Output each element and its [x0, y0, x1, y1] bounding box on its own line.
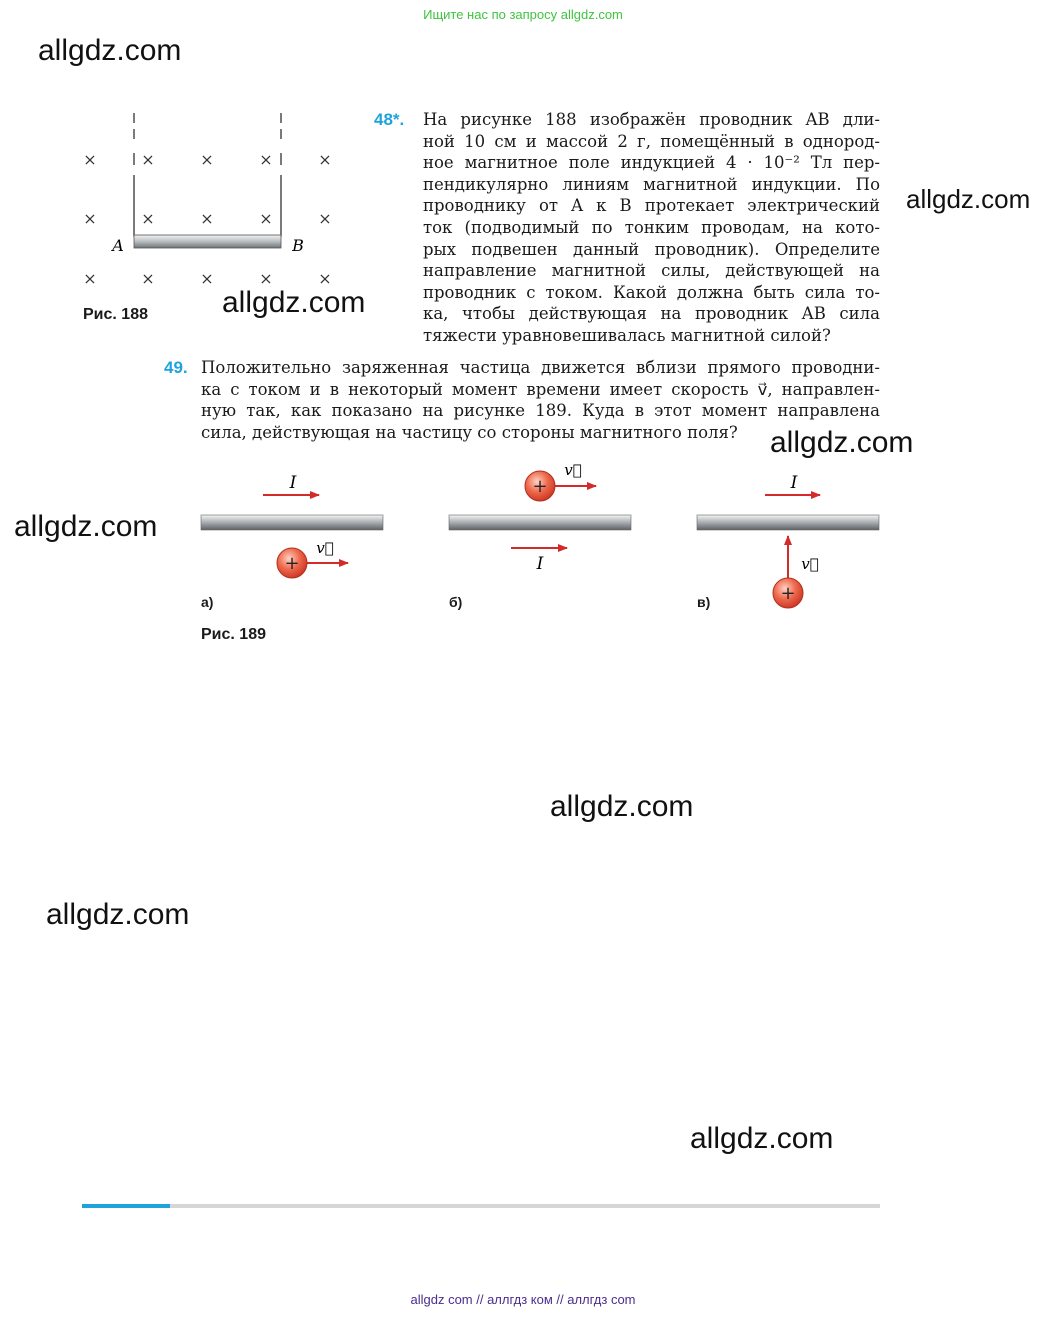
watermark: allgdz.com [550, 790, 694, 823]
charge-sign: + [284, 553, 300, 574]
watermark: allgdz.com [38, 34, 182, 67]
figure-188-diagram [75, 105, 345, 300]
problem-49-number: 49. [164, 358, 188, 377]
text-line: рых подвешен данный проводник). Определите [423, 239, 880, 259]
sub-label-a: а) [201, 594, 214, 610]
figure-189-c [697, 473, 879, 608]
watermark: allgdz.com [770, 426, 914, 459]
reading-progress-bar [82, 1204, 880, 1208]
watermark: allgdz.com [222, 286, 366, 319]
current-label: I [790, 473, 798, 493]
watermark: allgdz.com [14, 510, 158, 543]
text-line: Положительно заряженная частица движется вблизи прямого проводни- [201, 358, 880, 377]
wire [697, 515, 879, 530]
text-line: ка с током и в некоторый момент времени имеет скорость v⃗, направлен- [201, 379, 880, 399]
field-cross-mark: × [141, 269, 155, 288]
field-cross-mark: × [259, 150, 273, 169]
text-line: проводник с током. Какой должна быть сила то- [423, 282, 880, 302]
velocity-label: v⃗ [564, 461, 582, 479]
text-line: ной 10 см и массой 2 г, помещённый в однород- [423, 131, 880, 151]
wire [449, 515, 631, 530]
watermark: allgdz.com [46, 898, 190, 931]
figure-189-b [449, 461, 631, 574]
figure-189-caption: Рис. 189 [201, 626, 266, 643]
figure-189-a [201, 473, 383, 578]
field-cross-mark: × [259, 209, 273, 228]
text-line: На рисунке 188 изображён проводник AB дли- [423, 110, 880, 129]
top-banner[interactable]: Ищите нас по запросу allgdz.com [423, 7, 623, 22]
text-line: ное магнитное поле индукцией 4 · 10⁻² Тл пер- [423, 153, 880, 173]
text-line: направление магнитной силы, действующей на [423, 261, 880, 281]
watermark: allgdz.com [690, 1122, 834, 1155]
velocity-label: v⃗ [801, 555, 819, 573]
watermark: allgdz.com [906, 184, 1031, 214]
field-cross-mark: × [200, 150, 214, 169]
field-cross-mark: × [83, 150, 97, 169]
problem-48-text [423, 109, 880, 347]
field-cross-mark: × [83, 269, 97, 288]
charge-sign: + [532, 476, 548, 497]
conductor-ab [134, 235, 281, 248]
text-line: сила, действующая на частицу со стороны магнитного поля? [201, 422, 738, 442]
velocity-label: v⃗ [316, 539, 334, 557]
wire [201, 515, 383, 530]
field-cross-mark: × [141, 150, 155, 169]
text-line: ка, чтобы действующая на проводник AB сила [423, 304, 880, 324]
sub-label-b: б) [449, 594, 463, 610]
field-cross-mark: × [200, 209, 214, 228]
problem-48-number: 48*. [374, 110, 405, 129]
label-b: B [292, 236, 304, 255]
text-line: ток (подводимый по тонким проводам, на кото- [423, 217, 880, 237]
field-cross-mark: × [200, 269, 214, 288]
footer-links[interactable]: allgdz com // аллгдз ком // аллгдз com [410, 1292, 636, 1307]
sub-label-c: в) [697, 594, 711, 610]
figure-189-diagram [195, 455, 895, 615]
field-cross-mark: × [318, 269, 332, 288]
field-cross-mark: × [259, 269, 273, 288]
text-line: проводнику от A к B протекает электрический [423, 196, 880, 216]
current-label: I [536, 554, 544, 574]
field-cross-mark: × [318, 150, 332, 169]
field-cross-mark: × [141, 209, 155, 228]
text-line: пендикулярно линиям магнитной индукции. По [423, 174, 880, 194]
field-cross-mark: × [83, 209, 97, 228]
label-a: A [112, 236, 124, 255]
field-cross-mark: × [318, 209, 332, 228]
text-line: ную так, как показано на рисунке 189. Куда в этот момент направлена [201, 401, 880, 421]
current-label: I [289, 473, 297, 493]
charge-sign: + [780, 583, 796, 604]
problem-49-text [201, 357, 880, 443]
reading-progress-fill [82, 1204, 170, 1208]
figure-188-caption: Рис. 188 [83, 306, 148, 323]
text-line: тяжести уравновешивалась магнитной силой? [423, 325, 831, 345]
